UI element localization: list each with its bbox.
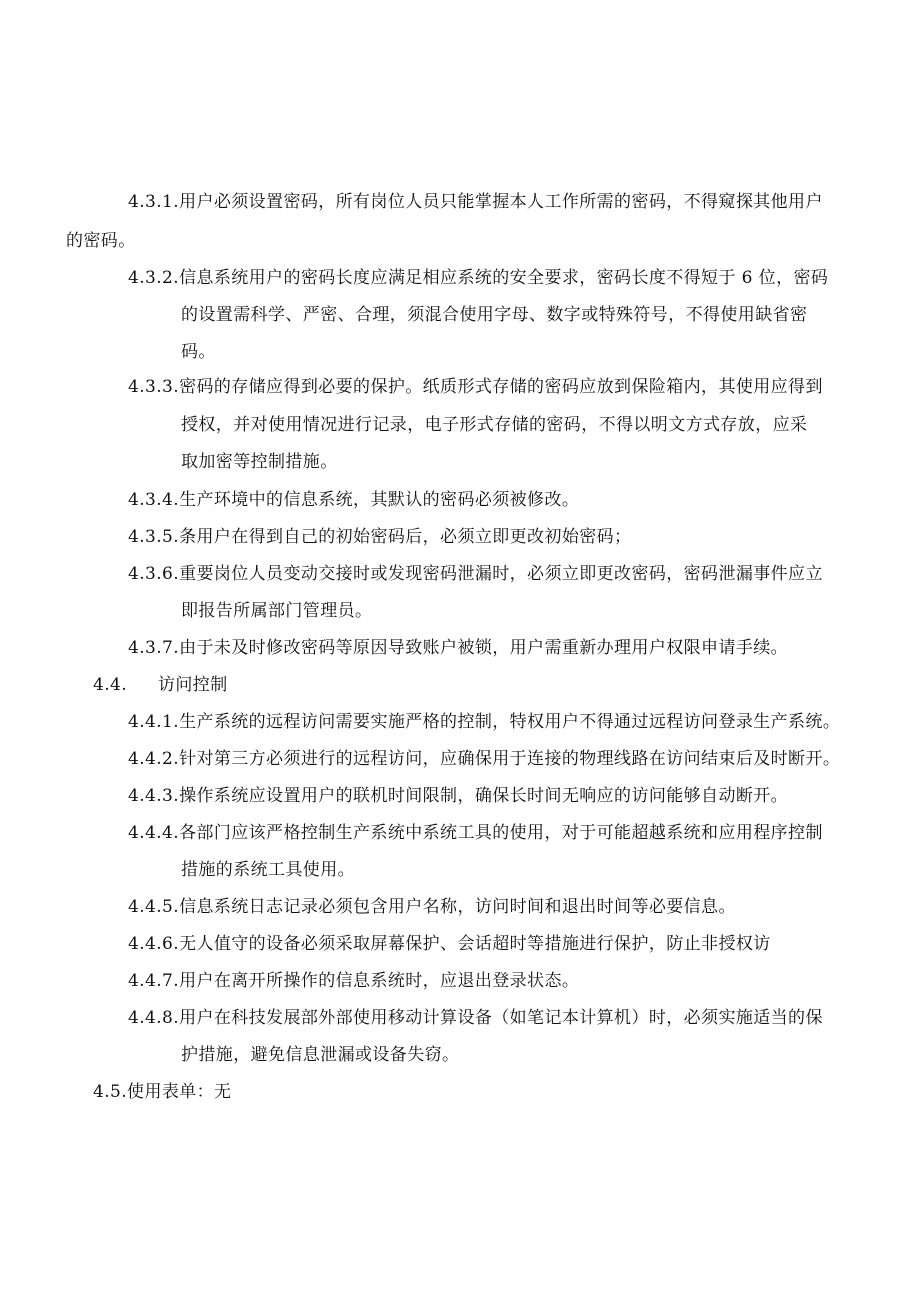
clause-4-3-7 [128,638,788,658]
section-text: 使用表单：无 [127,1082,232,1102]
clause-text: 措施的系统工具使用。 [181,860,355,880]
clause-text: 用户在离开所操作的信息系统时，应退出登录状态。 [179,971,580,991]
clause-text: 护措施，避免信息泄漏或设备失窃。 [181,1045,460,1065]
section-number: 4.4. [93,675,128,695]
section-4-4-heading [93,675,127,695]
clause-4-4-4-line-2 [181,860,355,880]
clause-number: 4.4.6. [128,934,180,954]
clause-text: 信息系统日志记录必须包含用户名称，访问时间和退出时间等必要信息。 [179,897,736,917]
clause-text: 码。 [181,342,216,362]
clause-number: 4.3.1. [128,192,180,212]
clause-4-3-6-line-1 [128,564,823,584]
clause-4-3-3-line-1 [128,377,823,397]
clause-number: 4.4.2. [128,749,180,769]
clause-text: 密码的存储应得到必要的保护。纸质形式存储的密码应放到保险箱内，其使用应得到 [179,377,823,397]
clause-4-3-4 [128,490,579,510]
clause-number: 4.3.7. [128,638,180,658]
clause-number: 4.3.2. [128,268,180,288]
section-number: 4.5. [93,1082,128,1102]
clause-text: 用户必须设置密码，所有岗位人员只能掌握本人工作所需的密码，不得窥探其他用户 [179,192,823,212]
clause-text: 的设置需科学、严密、合理，须混合使用字母、数字或特殊符号，不得使用缺省密 [181,305,808,325]
clause-4-3-1-line-2 [66,231,136,251]
clause-4-3-1-line-1 [128,192,823,212]
clause-number: 4.3.6. [128,564,180,584]
clause-number: 4.3.5. [128,527,180,547]
clause-text: 授权，并对使用情况进行记录，电子形式存储的密码，不得以明文方式存放，应采 [181,415,808,435]
clause-4-4-8-line-1 [128,1008,823,1028]
clause-text: 取加密等控制措施。 [181,452,338,472]
clause-4-4-8-line-2 [181,1045,459,1065]
clause-number: 4.4.7. [128,971,180,991]
clause-text: 用户在科技发展部外部使用移动计算设备（如笔记本计算机）时，必须实施适当的保 [179,1008,823,1028]
clause-4-3-5 [128,527,631,547]
clause-text: 由于未及时修改密码等原因导致账户被锁，用户需重新办理用户权限申请手续。 [179,638,789,658]
clause-number: 4.4.5. [128,897,180,917]
clause-4-3-2-line-3 [181,342,216,362]
clause-4-4-4-line-1 [128,823,823,843]
clause-4-4-5 [128,897,736,917]
clause-number: 4.4.1. [128,712,180,732]
section-4-4-title [158,675,228,695]
clause-text: 即报告所属部门管理员。 [181,601,373,621]
clause-4-4-6 [128,934,771,954]
section-title: 访问控制 [158,675,228,695]
clause-text: 操作系统应设置用户的联机时间限制，确保长时间无响应的访问能够自动断开。 [179,786,789,806]
section-4-5 [93,1082,231,1102]
clause-4-3-2-line-2 [181,305,807,325]
clause-text: 条用户在得到自己的初始密码后，必须立即更改初始密码； [179,527,632,547]
clause-text: 无人值守的设备必须采取屏幕保护、会话超时等措施进行保护，防止非授权访 [179,934,771,954]
clause-text: 的密码。 [66,231,136,251]
clause-4-3-3-line-2 [181,415,807,435]
clause-4-4-7 [128,971,579,991]
clause-number: 4.4.8. [128,1008,180,1028]
clause-text: 各部门应该严格控制生产系统中系统工具的使用，对于可能超越系统和应用程序控制 [179,823,823,843]
clause-4-3-2-line-1 [128,268,828,288]
clause-text: 生产系统的远程访问需要实施严格的控制，特权用户不得通过远程访问登录生产系统。 [179,712,841,732]
clause-text: 重要岗位人员变动交接时或发现密码泄漏时，必须立即更改密码，密码泄漏事件应立 [179,564,823,584]
clause-number: 4.4.3. [128,786,180,806]
clause-text: 信息系统用户的密码长度应满足相应系统的安全要求，密码长度不得短于 6 位，密码 [179,268,829,288]
clause-text: 针对第三方必须进行的远程访问，应确保用于连接的物理线路在访问结束后及时断开。 [179,749,841,769]
clause-number: 4.3.3. [128,377,180,397]
clause-4-3-3-line-3 [181,452,338,472]
clause-number: 4.4.4. [128,823,180,843]
clause-4-4-2 [128,749,840,769]
clause-number: 4.3.4. [128,490,180,510]
clause-4-3-6-line-2 [181,601,372,621]
clause-4-4-3 [128,786,788,806]
clause-4-4-1 [128,712,840,732]
clause-text: 生产环境中的信息系统，其默认的密码必须被修改。 [179,490,580,510]
